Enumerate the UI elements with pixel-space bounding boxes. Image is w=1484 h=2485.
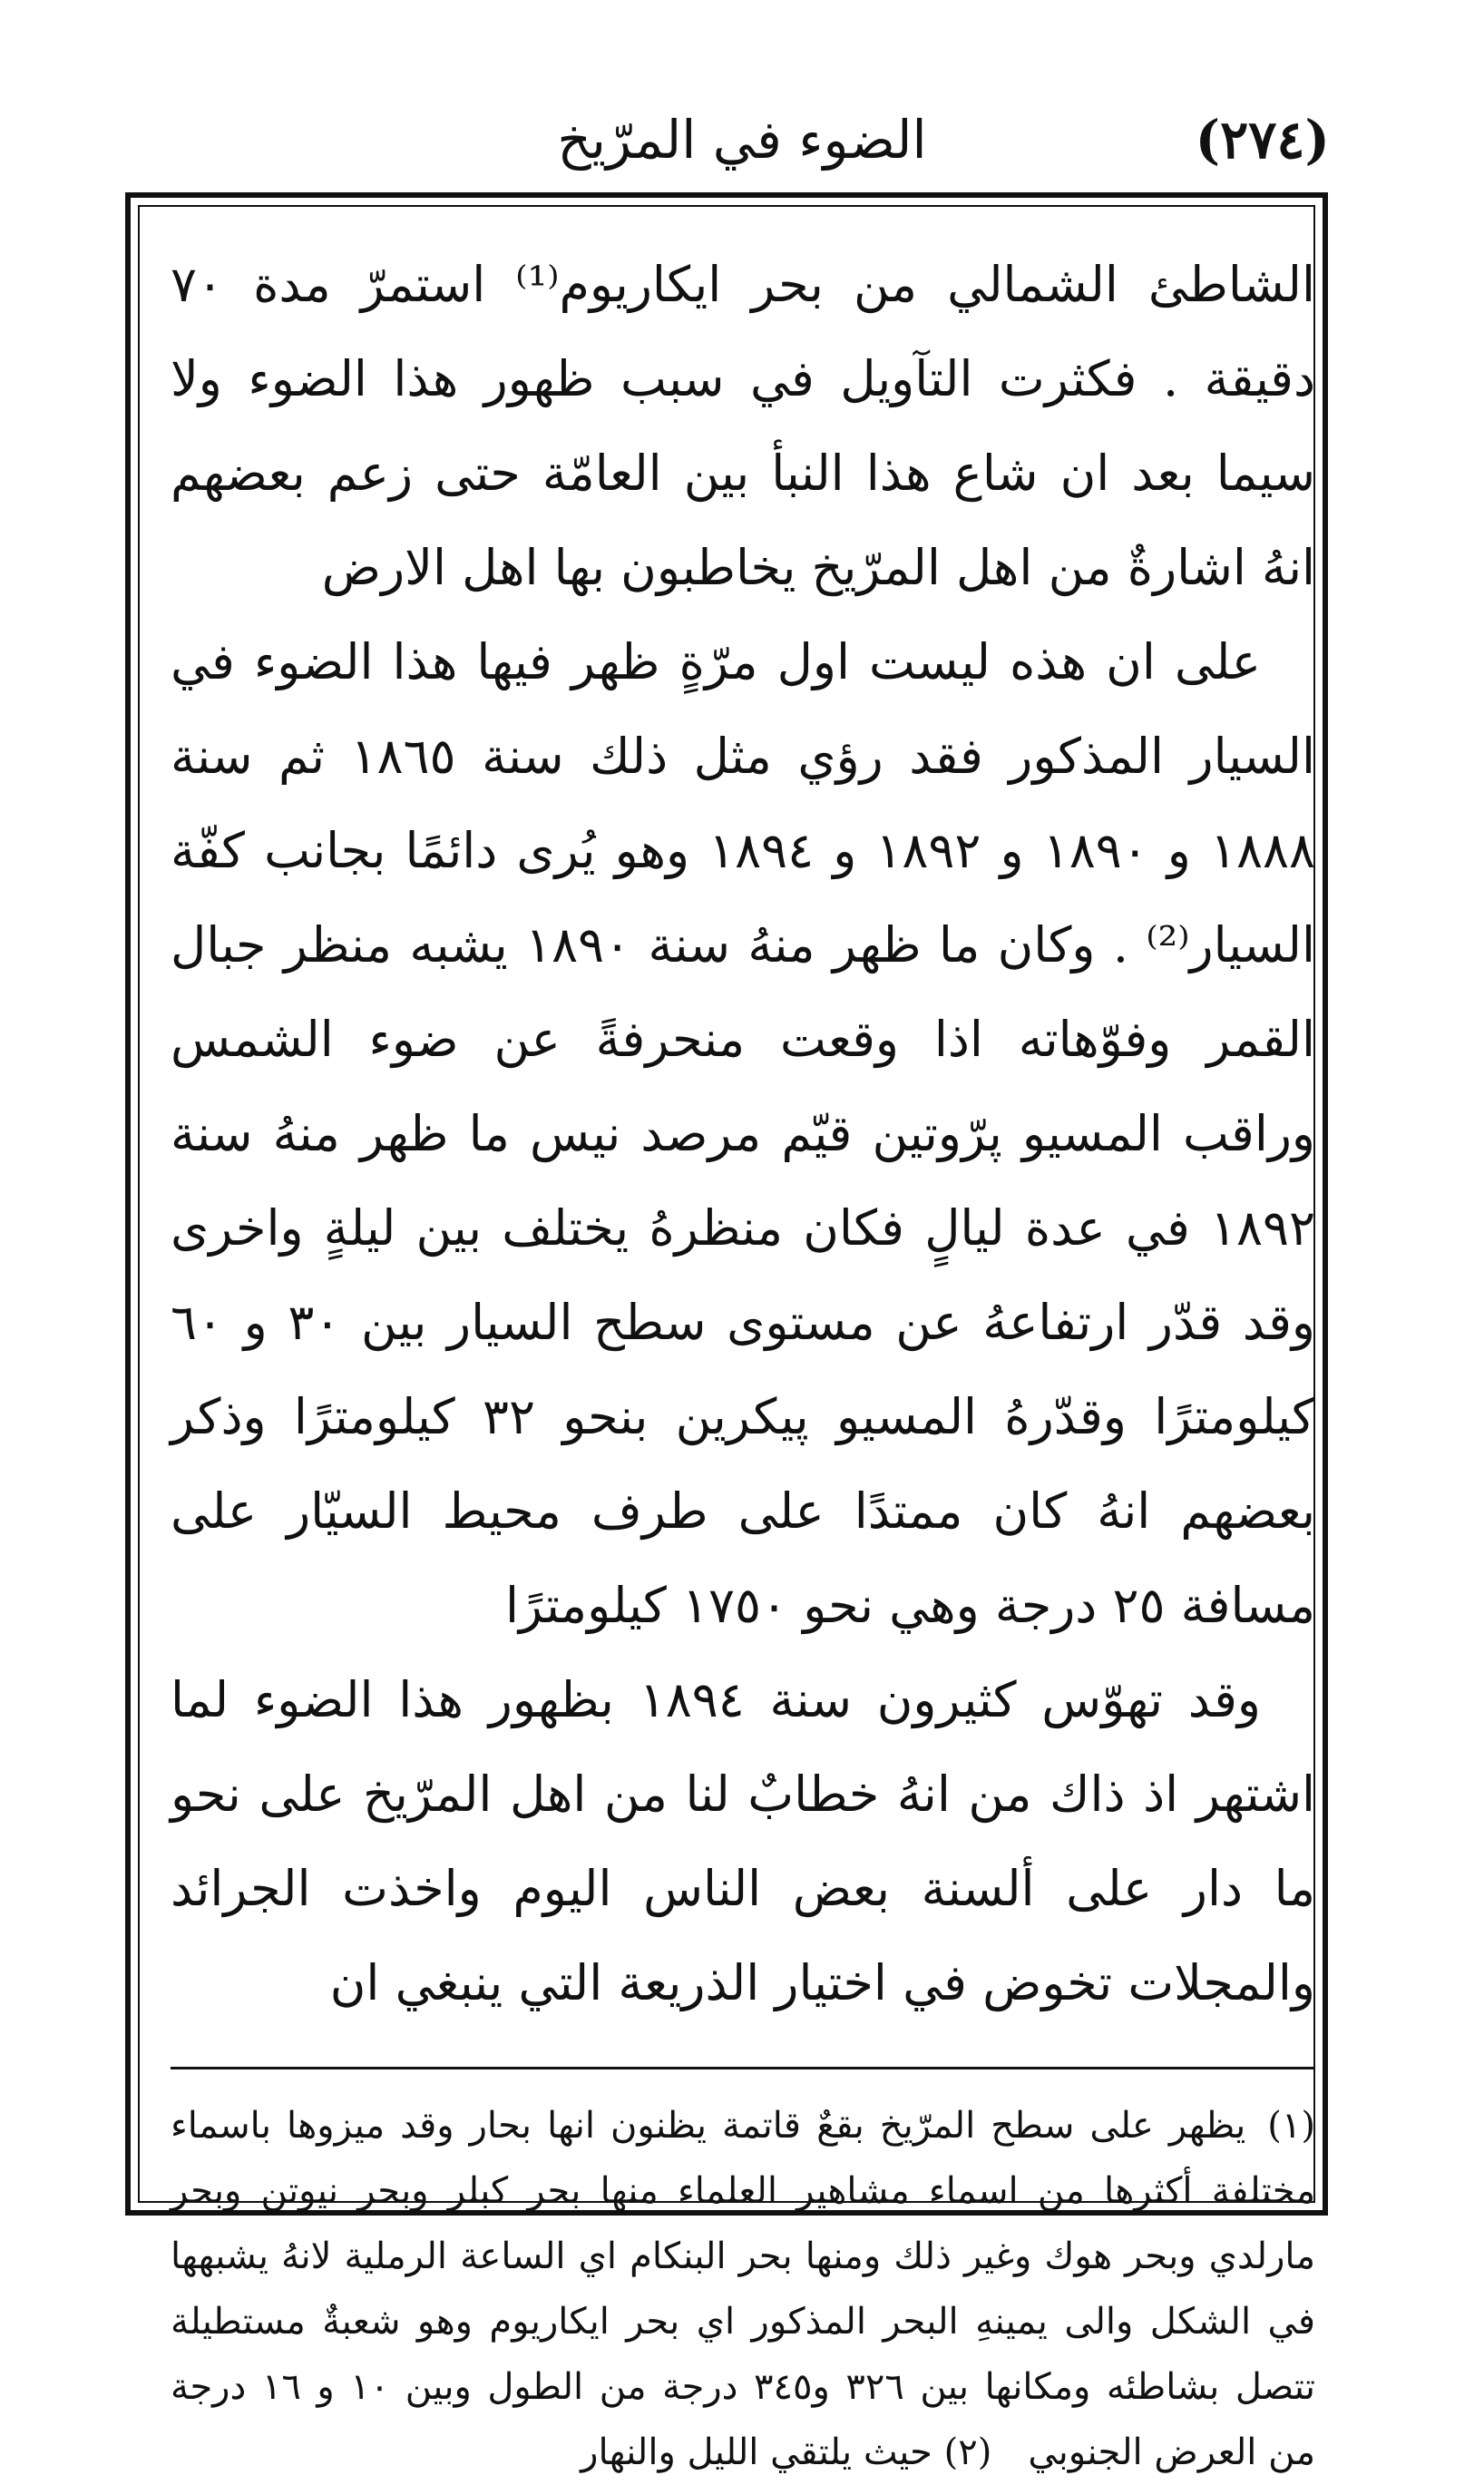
- paragraph-3: وقد تهوّس كثيرون سنة ١٨٩٤ بظهور هذا الضوء لما اشتهر اذ ذاك من انهُ خطابٌ لنا من اهل المرّيخ على نحو ما دار على ألسنة بعض الناس اليوم واخذت الجرائد والمجلات تخوض في اختيار الذريعة التي ينبغي ان: [171, 1671, 1315, 2011]
- footnotes: [171, 2093, 1315, 2485]
- footnote-2-label: (٢): [943, 2431, 992, 2473]
- footnote-1-text: يظهر على سطح المرّيخ بقعٌ قاتمة يظنون انها بحار وقد ميزوها باسماء مختلفة أكثرها من اسماء مشاهير العلماء منها بحر كبلر وبحر نيوتن وبحر مارلدي وبحر هوك وغير ذلك ومنها بحر البنكام اي الساعة الرملية لانهُ يشبهها في الشكل والى يمينهِ البحر المذكور اي بحر ايكاريوم وهو شعبةٌ مستطيلة تتصل بشاطئه ومكانها بين ٣٢٦ و٣٤٥ درجة من الطول وبين ١٠ و ١٦ درجة من العرض الجنوبي: [171, 2105, 1315, 2473]
- paragraph-1: الشاطئ الشمالي من بحر ايكاريوم⁽¹⁾ استمرّ مدة ٧٠ دقيقة . فكثرت التآويل في سبب ظهور هذا الضوء ولا سيما بعد ان شاع هذا النبأ بين العامّة حتى زعم بعضهم انهُ اشارةٌ من اهل المرّيخ يخاطبون بها اهل الارض: [171, 256, 1315, 596]
- footnote-2-text: حيث يلتقي الليل والنهار: [581, 2431, 932, 2473]
- page-number: (٢٧٤): [1195, 109, 1330, 171]
- running-title: الضوء في المرّيخ: [557, 109, 927, 171]
- page-content: [171, 238, 1315, 2485]
- paragraph-2: على ان هذه ليست اول مرّةٍ ظهر فيها هذا الضوء في السيار المذكور فقد رؤي مثل ذلك سنة ١٨٦٥ ثم سنة ١٨٨٨ و ١٨٩٠ و ١٨٩٢ و ١٨٩٤ وهو يُرى دائمًا بجانب كفّة السيار⁽²⁾ . وكان ما ظهر منهُ سنة ١٨٩٠ يشبه منظر جبال القمر وفوّهاته اذا وقعت منحرفةً عن ضوء الشمس وراقب المسيو پرّوتين قيّم مرصد نيس ما ظهر منهُ سنة ١٨٩٢ في عدة ليالٍ فكان منظرهُ يختلف بين ليلةٍ واخرى وقد قدّر ارتفاعهُ عن مستوى سطح السيار بين ٣٠ و ٦٠ كيلومترًا وقدّرهُ المسيو پيكرين بنحو ٣٢ كيلومترًا وذكر بعضهم انهُ كان ممتدًا على طرف محيط السيّار على مسافة ٢٥ درجة وهي نحو ١٧٥٠ كيلومترًا: [171, 633, 1316, 1634]
- running-header: [154, 102, 1330, 183]
- footnote-1-label: (١): [1267, 2105, 1315, 2147]
- footnote-divider: [171, 2067, 1315, 2069]
